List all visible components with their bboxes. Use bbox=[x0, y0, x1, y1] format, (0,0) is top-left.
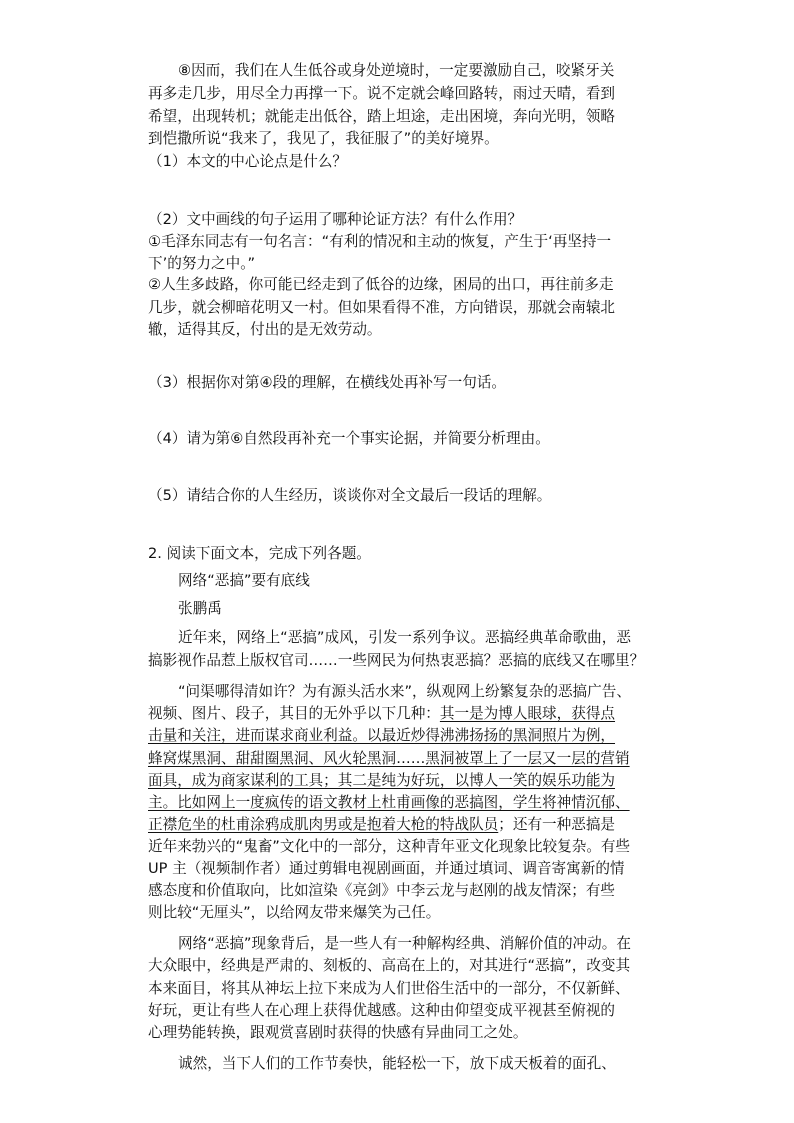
paragraph-3-line: 心理势能转换，跟观赏喜剧时获得的快感有异曲同工之处。 bbox=[148, 1024, 528, 1041]
underlined-sentence: 面具，成为商家谋利的工具；其二是纯为好玩，以博人一笑的娱乐功能为 bbox=[148, 772, 616, 789]
underlined-sentence: 击量和关注，进而谋求商业利益。以最近炒得沸沸扬扬的黑洞照片为例， bbox=[148, 727, 616, 744]
paragraph-2-line: “问渠哪得清如许？为有源头活水来”，纵观网上纷繁复杂的恶搞广告、 bbox=[178, 683, 631, 700]
paragraph-2-line bbox=[148, 816, 615, 834]
paragraph-2-line: 近年来勃兴的“鬼畜”文化中的一部分，这种青年亚文化现象比较复杂。有些 bbox=[148, 838, 631, 855]
underlined-sentence: 其一是为博人眼球，获得点 bbox=[439, 705, 616, 722]
underlined-sentence: 正襟危坐的杜甫涂鸦成肌肉男或是抱着大枪的特战队员 bbox=[148, 816, 499, 833]
question-1: （1）本文的中心论点是什么？ bbox=[148, 153, 348, 170]
text-segment: ；还有一种恶搞是 bbox=[498, 816, 616, 833]
paragraph-2-line bbox=[148, 705, 615, 723]
question-3: （3）根据你对第④段的理解，在横线处再补写一句话。 bbox=[148, 374, 507, 391]
question-5: （5）请结合你的人生经历，谈谈你对全文最后一段话的理解。 bbox=[148, 487, 552, 504]
paragraph-1-line: 近年来，网络上“恶搞”成风，引发一系列争议。恶搞经典革命歌曲，恶 bbox=[178, 629, 631, 646]
paragraph-2-line: 感态度和价值取向，比如渲染《亮剑》中李云龙与赵刚的战友情深；有些 bbox=[148, 882, 616, 899]
paragraph-2-line: 则比较“无厘头”，以给网友带来爆笑为己任。 bbox=[148, 904, 441, 921]
question-2-item: ①毛泽东同志有一句名言：“有利的情况和主动的恢复，产生于‘再坚持一 bbox=[148, 233, 612, 250]
question-2-item: 辙，适得其反，付出的是无效劳动。 bbox=[148, 321, 382, 338]
question-2: （2）文中画线的句子运用了哪种论证方法？有什么作用？ bbox=[148, 211, 523, 228]
question-2-item: 几步，就会柳暗花明又一村。但如果看得不准，方向错误，那就会南辕北 bbox=[148, 299, 616, 316]
paragraph-3-line: 本来面目，将其从神坛上拉下来成为人们世俗生活中的一部分，不仅新鲜、 bbox=[148, 980, 630, 997]
paragraph-8-line: 到恺撒所说“我来了，我见了，我征服了”的美好境界。 bbox=[148, 130, 499, 147]
paragraph-3-line: 大众眼中，经典是严肃的、刻板的、高高在上的，对其进行“恶搞”，改变其 bbox=[148, 957, 631, 974]
text-segment: 视频、图片、段子，其目的无外乎以下几种： bbox=[148, 705, 440, 722]
section-2-heading: 2. 阅读下面文本，完成下列各题。 bbox=[148, 545, 371, 562]
article-author: 张鹏禹 bbox=[178, 600, 222, 617]
paragraph-1-line: 搞影视作品惹上版权官司……一些网民为何热衷恶搞？恶搞的底线又在哪里？ bbox=[148, 652, 645, 669]
paragraph-8-line: 再多走几步，用尽全力再撑一下。说不定就会峰回路转，雨过天晴，看到 bbox=[148, 85, 616, 102]
question-4: （4）请为第⑥自然段再补充一个事实论据，并简要分析理由。 bbox=[148, 430, 550, 447]
paragraph-3-line: 好玩，更让有些人在心理上获得优越感。这种由仰望变成平视甚至俯视的 bbox=[148, 1002, 616, 1019]
paragraph-8-line: 希望，出现转机；就能走出低谷，踏上坦途，走出困境，奔向光明，领略 bbox=[148, 108, 616, 125]
paragraph-8-line: ⑧因而，我们在人生低谷或身处逆境时，一定要激励自己，咬紧牙关 bbox=[178, 62, 615, 79]
article-title: 网络“恶搞”要有底线 bbox=[178, 572, 310, 589]
paragraph-3-line: 网络“恶搞”现象背后，是一些人有一种解构经典、消解价值的冲动。在 bbox=[178, 935, 631, 952]
question-2-item: 下’的努力之中。” bbox=[148, 255, 256, 272]
paragraph-4-line: 诚然，当下人们的工作节奏快，能轻松一下，放下成天板着的面孔、 bbox=[178, 1055, 616, 1072]
underlined-sentence: 主。比如网上一度疯传的语文教材上杜甫画像的恶搞图，学生将神情沉郁、 bbox=[148, 794, 630, 811]
underlined-sentence: 蜂窝煤黑洞、甜甜圈黑洞、风火轮黑洞……黑洞被罩上了一层又一层的营销 bbox=[148, 750, 630, 767]
question-2-item: ②人生多歧路，你可能已经走到了低谷的边缘，困局的出口，再往前多走 bbox=[148, 276, 614, 293]
paragraph-2-line: UP 主（视频制作者）通过剪辑电视剧画面，并通过填词、调音寄寓新的情 bbox=[148, 860, 625, 877]
